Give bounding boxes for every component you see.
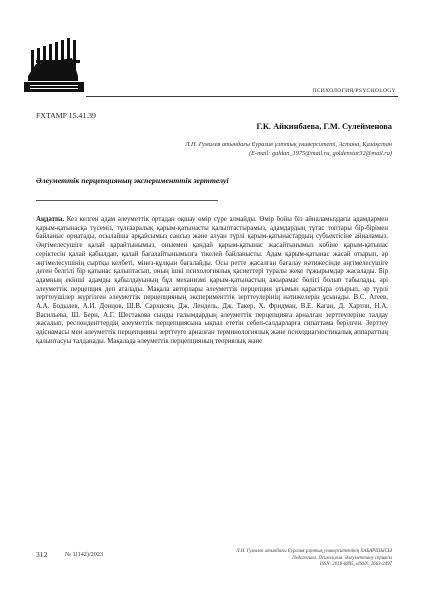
abstract	[36, 216, 388, 534]
affiliation: Л.Н. Гумилев атындағы Еуразия ұлттық университеті, Астана, Қазақстан	[185, 141, 392, 148]
author-emails: (E-mail: guldan_1975@mail.ru, goldenstar32@mail.ru)	[249, 150, 392, 157]
issue-number: № 1(142)/2023	[65, 551, 104, 558]
journal-title: Л.Н. Гумилев атындағы Еуразия ұлттық университетінің ХАБАРШЫСЫ	[236, 549, 392, 554]
fxtamp-code: FXTAMP 15.41.39	[36, 111, 96, 120]
header-rule	[86, 96, 398, 97]
university-logo	[22, 38, 86, 96]
page-number: 312	[36, 550, 48, 559]
authors: Г.К. Айкинбаева, Г.М. Сулейменова	[256, 122, 392, 131]
journal-series: Педагогика. Психология. Әлеуметтану сериясы	[292, 555, 392, 561]
abstract-label: Аңдатпа.	[36, 216, 65, 223]
title-divider	[36, 200, 218, 201]
journal-info	[202, 549, 392, 569]
abstract-text: Кез келген адам әлеуметтік ортадан оқшау өмір сүре алмайды. Өмір бойы біз айналамыздағы адамдармен қарым-қатынасқа түсеміз, тұлғааралық қарым-қатынасты қалыптастырамыз, адамдардың тұтас топтары бір-бірімен байланыс орнатады, осылайша әрқайсымыз сансыз және алуан түрлі қарым-қатынастардың субъектісіне айналамыз. Әңгімелесушіге қалай қарайтынымыз, оныемен қандай қарым-қатынас жасайтынымыз көбіне қарым-қатынас серіктесін қалай қабылдап, қалай бағалайтынымызға тікелей байланысты. Адам қарым-қатынас жасай отырып, әр әңгімелесушінің сыртқы келбеті, мінез-құлқын бағалайды. Осы ретте жасалған бағалау нәтижесінде әңгімелесушіге деген белгілі бір қатынас қалыптасып, оның ішкі психологиялық қасиеттері туралы жеке тұжырымдар жасалады. Бір адамның екінші адамды қабылдауының бұл механизмі қарым-қатынастың ажырамас бөлігі болып табылады, әрі әлеуметтік перцепция деп аталады. Мақала авторлары әлеуметтік перцепция ұғымын қарастыра отырып, әр түрлі зерттеушілер жүргізген әлеуметтік перцепцияның эксперименттік зерттеулерінің нәтижелерін ұсынады. В.С. Агеев, А.А. Бодылев, А.И. Донцов, Ш.В. Сархисян, Дж. Лендель, Дж. Такер, Х. Фридман, В.Е. Каган, Д. Хартли, Н.А. Васильева, Ш. Берн, А.Г. Шестакова сынды ғалымдардың әлеуметтік перцепцияға арналған зерттеулеріне талдау жасалып, респонденттердің әлеуметтік перцепциясына ықпал ететін себеп-салдарларға сипаттама берілген. Зерттеу әдіснамасы мен әлеуметтік перцепцияны зерттеуге арналған терминологиялық және психодиагностикалық аппараттың қалыптасуы талданады. Мақалада әлеуметтік перцепцияның теориялық және	[36, 216, 388, 345]
article-title: Әлеуметтік перцепцияның эксперименттік зерттелуі	[36, 176, 229, 185]
journal-issn: ISSN: 2616-6895, eISSN: 2663-2497	[319, 562, 392, 568]
section-label: ПСИХОЛОГИЯ/PSYCHOLOGY	[312, 88, 396, 94]
